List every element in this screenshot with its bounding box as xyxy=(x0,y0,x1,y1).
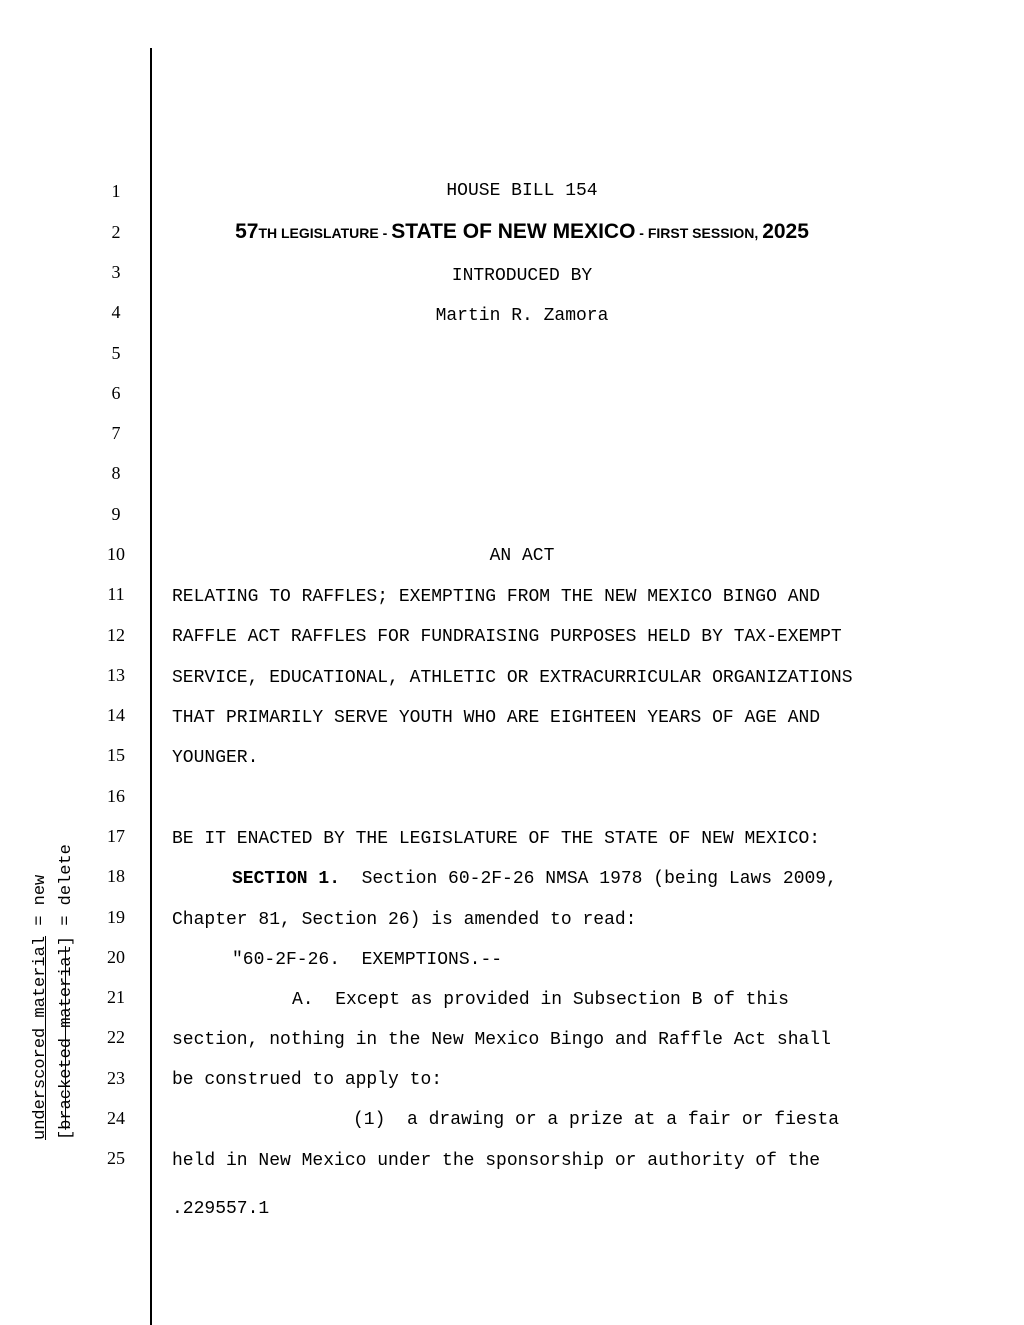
line-number: 19 xyxy=(107,907,125,927)
session-year: 2025 xyxy=(762,220,809,243)
line-number: 11 xyxy=(107,584,125,604)
line-number: 4 xyxy=(111,302,121,322)
line-number: 2 xyxy=(111,222,121,242)
legend-del-close: ] = delete xyxy=(57,844,76,947)
line-number: 1 xyxy=(111,181,121,201)
legend-new-rest: = new xyxy=(31,874,50,936)
line-number: 12 xyxy=(107,625,125,645)
amendment-legend xyxy=(28,810,84,1140)
line-number: 24 xyxy=(107,1108,125,1128)
line-number: 23 xyxy=(107,1068,125,1088)
legislature-num: 57 xyxy=(235,220,259,243)
line-number: 10 xyxy=(107,544,125,564)
act-heading: AN ACT xyxy=(489,546,555,566)
line-number: 14 xyxy=(107,705,125,725)
subsection-a: A. Except as provided in Subsection B of this xyxy=(292,990,789,1010)
line-number: 17 xyxy=(107,826,125,846)
state-name: STATE OF NEW MEXICO xyxy=(391,220,636,243)
legislature-suffix: TH xyxy=(258,225,278,241)
margin-rule xyxy=(150,48,152,1325)
line-number: 13 xyxy=(107,665,125,685)
body-line-19: Chapter 81, Section 26) is amended to read: xyxy=(172,910,637,930)
line-number: 25 xyxy=(107,1148,125,1168)
body-line-15: YOUNGER. xyxy=(172,748,259,768)
line-number: 20 xyxy=(107,947,125,967)
body-line-22: section, nothing in the New Mexico Bingo and Raffle Act shall xyxy=(172,1030,831,1050)
session-label: - FIRST SESSION, xyxy=(635,225,763,241)
line-number: 3 xyxy=(111,262,121,282)
line-number: 16 xyxy=(107,786,125,806)
line-number: 22 xyxy=(107,1027,125,1047)
sponsor-name: Martin R. Zamora xyxy=(435,306,609,326)
body-line-14: THAT PRIMARILY SERVE YOUTH WHO ARE EIGHTEEN YEARS OF AGE AND xyxy=(172,708,821,728)
line-number: 18 xyxy=(107,866,125,886)
enacting-clause: BE IT ENACTED BY THE LEGISLATURE OF THE STATE OF NEW MEXICO: xyxy=(172,829,821,849)
paragraph-1: (1) a drawing or a prize at a fair or fiesta xyxy=(353,1110,840,1130)
body-line-11: RELATING TO RAFFLES; EXEMPTING FROM THE NEW MEXICO BINGO AND xyxy=(172,587,821,607)
body-line-23: be construed to apply to: xyxy=(172,1070,443,1090)
line-number: 7 xyxy=(111,423,121,443)
line-number: 15 xyxy=(107,745,125,765)
legend-del-open: [ xyxy=(57,1129,76,1140)
body-line-13: SERVICE, EDUCATIONAL, ATHLETIC OR EXTRACURRICULAR ORGANIZATIONS xyxy=(172,668,853,688)
legend-del-term: bracketed material xyxy=(57,946,76,1130)
legend-new xyxy=(28,810,54,1140)
bill-code: .229557.1 xyxy=(172,1199,270,1219)
legislature-heading xyxy=(172,220,872,246)
body-line-12: RAFFLE ACT RAFFLES FOR FUNDRAISING PURPOSES HELD BY TAX-EXEMPT xyxy=(172,627,842,647)
section-heading: "60-2F-26. EXEMPTIONS.-- xyxy=(232,950,503,970)
legend-delete xyxy=(54,810,80,1140)
body-line-25: held in New Mexico under the sponsorship or authority of the xyxy=(172,1151,821,1171)
section-label: SECTION 1. xyxy=(232,869,341,889)
line-number: 21 xyxy=(107,987,125,1007)
line-number: 8 xyxy=(111,463,121,483)
line-number: 6 xyxy=(111,383,121,403)
section-text: Section 60-2F-26 NMSA 1978 (being Laws 2009, xyxy=(340,869,837,889)
line-number: 9 xyxy=(111,504,121,524)
line-number: 5 xyxy=(111,343,121,363)
legislature-label: LEGISLATURE - xyxy=(277,225,392,241)
bill-title: HOUSE BILL 154 xyxy=(446,181,598,201)
introduced-by: INTRODUCED BY xyxy=(451,266,593,286)
section-line xyxy=(232,869,837,889)
legend-new-term: underscored material xyxy=(31,935,50,1140)
